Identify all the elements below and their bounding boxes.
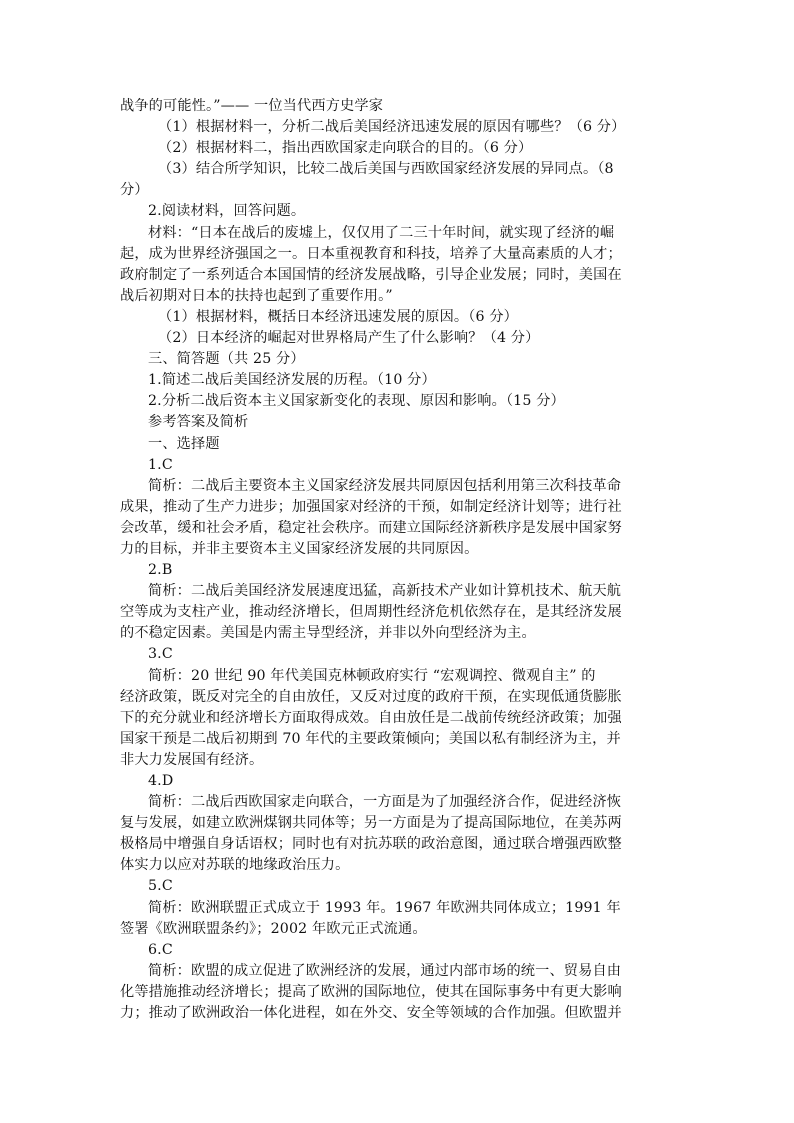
answer-key: 2.B [148,562,173,579]
analysis-text: 下的充分就业和经济增长方面取得成效。自由放任是二战前传统经济政策；加强 [120,709,622,726]
analysis-text: 简析：欧盟的成立促进了欧洲经济的发展，通过内部市场的统一、贸易自由 [148,962,622,979]
answer-title: 参考答案及简析 [148,414,249,431]
analysis-text: 力；推动了欧洲政治一体化进程，如在外交、安全等领域的合作加强。但欧盟并 [120,1005,622,1022]
material-text: 战后初期对日本的扶持也起到了重要作用。” [120,287,393,304]
document-page [120,96,676,1024]
analysis-text: 简析：20 世纪 90 年代美国克林顿政府实行 “宏观调控、微观自主” 的 [148,667,596,684]
analysis-text: 极格局中增强自身话语权；同时也有对抗苏联的政治意图，通过联合增强西欧整 [120,836,622,853]
analysis-text: 简析：欧洲联盟正式成立于 1993 年。1967 年欧洲共同体成立；1991 年 [148,899,621,916]
analysis-text: 体实力以应对苏联的地缘政治压力。 [120,857,350,874]
analysis-text: 的不稳定因素。美国是内需主导型经济，并非以外向型经济为主。 [120,625,536,642]
question-item: （1）根据材料，概括日本经济迅速发展的原因。（6 分） [158,308,519,325]
analysis-text: 简析：二战后西欧国家走向联合，一方面是为了加强经济合作，促进经济恢 [148,794,622,811]
section-heading: 一、选择题 [148,435,220,452]
question-item: （3）结合所学知识，比较二战后美国与西欧国家经济发展的异同点。（8 [158,161,614,178]
material-text: 政府制定了一系列适合本国国情的经济发展战略，引导企业发展；同时，美国在 [120,266,622,283]
question-heading: 2.阅读材料，回答问题。 [148,203,306,220]
analysis-text: 非大力发展国有经济。 [120,751,264,768]
analysis-text: 会改革，缓和社会矛盾，稳定社会秩序。而建立国际经济新秩序是发展中国家努 [120,519,622,536]
question-item: （1）根据材料一，分析二战后美国经济迅速发展的原因有哪些？（6 分） [158,119,626,136]
analysis-text: 经济政策，既反对完全的自由放任，又反对过度的政府干预，在实现低通货膨胀 [120,688,622,705]
analysis-text: 简析：二战后美国经济发展速度迅猛，高新技术产业如计算机技术、航天航 [148,583,622,600]
analysis-text: 化等措施推动经济增长；提高了欧洲的国际地位，使其在国际事务中有更大影响 [120,983,622,1000]
analysis-text: 复与发展，如建立欧洲煤钢共同体等；另一方面是为了提高国际地位，在美苏两 [120,815,622,832]
text-line: 分） [120,182,149,199]
answer-key: 5.C [148,878,173,895]
question-heading: 2.分析二战后资本主义国家新变化的表现、原因和影响。（15 分） [148,393,565,410]
analysis-text: 国家干预是二战后初期到 70 年代的主要政策倾向；美国以私有制经济为主，并 [120,730,621,747]
analysis-text: 简析：二战后主要资本主义国家经济发展共同原因包括利用第三次科技革命 [148,477,622,494]
question-item: （2）根据材料二，指出西欧国家走向联合的目的。（6 分） [158,140,533,157]
section-heading: 三、简答题（共 25 分） [148,351,305,368]
answer-key: 4.D [148,773,174,789]
analysis-text: 成果，推动了生产力进步；加强国家对经济的干预，如制定经济计划等；进行社 [120,498,622,515]
analysis-text: 空等成为支柱产业，推动经济增长，但周期性经济危机依然存在，是其经济发展 [120,604,622,621]
analysis-text: 签署《欧洲联盟条约》；2002 年欧元正式流通。 [120,920,427,937]
answer-key: 1.C [148,456,173,473]
answer-key: 6.C [148,941,173,958]
question-item: （2）日本经济的崛起对世界格局产生了什么影响？（4 分） [158,330,540,347]
text-line: 战争的可能性。”—— 一位当代西方史学家 [120,98,384,114]
analysis-text: 力的目标，并非主要资本主义国家经济发展的共同原因。 [120,540,479,557]
material-text: 起，成为世界经济强国之一。日本重视教育和科技，培养了大量高素质的人才； [120,245,622,262]
material-text: 材料：“日本在战后的废墟上，仅仅用了二三十年时间，就实现了经济的崛 [148,224,615,241]
answer-key: 3.C [148,646,173,663]
question-heading: 1.简述二战后美国经济发展的历程。（10 分） [148,372,436,389]
